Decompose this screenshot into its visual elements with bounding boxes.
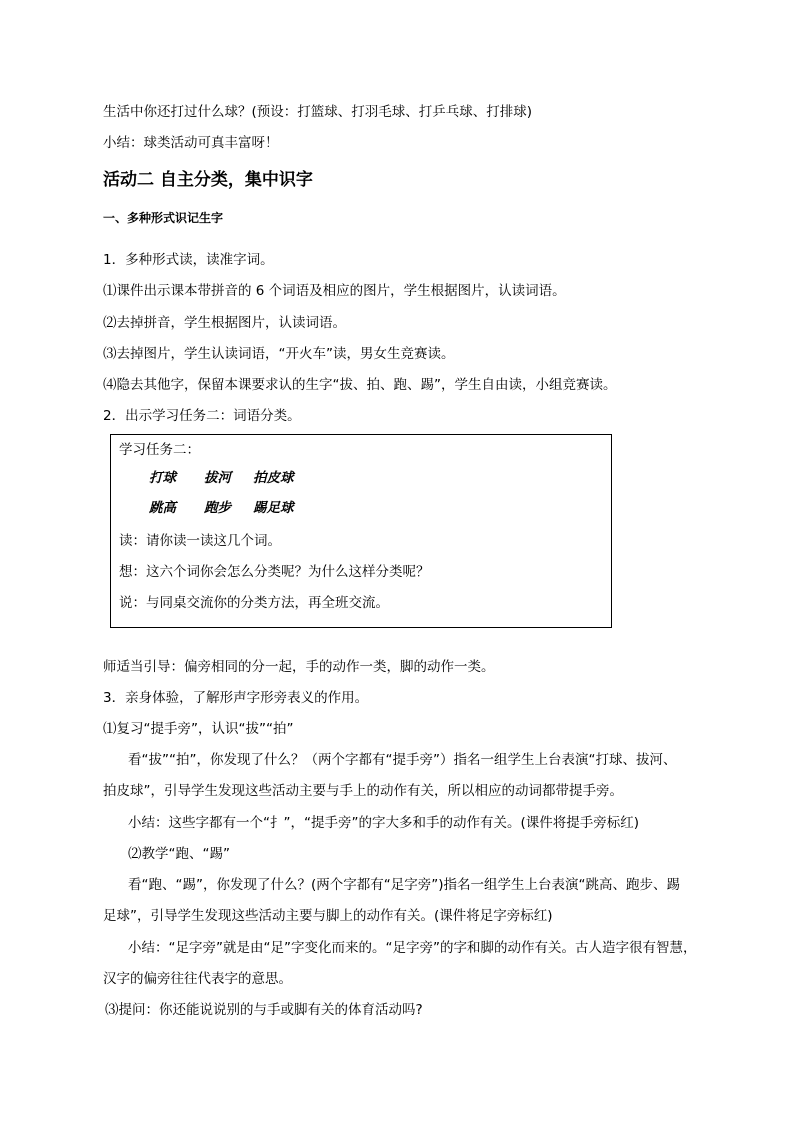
vocab-word: 踢足球 [253,500,294,516]
summary-line: 小结：这些字都有一个“扌”，“提手旁”的字大多和手的动作有关。(课件将提手旁标红) [128,815,640,831]
paragraph-line: 看“跑、“踢”，你发现了什么？(两个字都有“足字旁”)指名一组学生上台表演“跳高、跑步、踢 [128,877,680,893]
paragraph-line: 看“拔”“拍”，你发现了什么？（两个字都有“提手旁”）指名一组学生上台表演“打球、拔河、 [128,752,677,768]
list-item-3: 3．亲身体验，了解形声字形旁表义的作用。 [103,690,369,706]
vocab-word: 打球 [149,470,176,486]
sub-item-3: ⑶去掉图片，学生认读词语，“开火车”读，男女生竞赛读。 [103,346,455,362]
task-box-title: 学习任务二： [119,442,200,458]
vocab-word: 拔河 [204,470,231,486]
vocab-word: 拍皮球 [253,470,294,486]
sub-item-review: ⑴复习“提手旁”，认识“拔”“拍” [103,721,294,737]
sub-item-question: ⑶提问：你还能说说别的与手或脚有关的体育活动吗? [105,1002,423,1018]
summary-line: 小结：“足字旁”就是由“足”字变化而来的。“足字旁”的字和脚的动作有关。古人造字很有智慧， [128,940,697,956]
section-heading: 一、多种形式识记生字 [103,211,224,225]
list-item-2: 2．出示学习任务二：词语分类。 [103,408,301,424]
intro-summary: 小结：球类活动可真丰富呀！ [103,135,279,151]
paragraph-line: 足球”，引导学生发现这些活动主要与脚上的动作有关。(课件将足字旁标红) [103,908,553,924]
intro-question: 生活中你还打过什么球？(预设：打篮球、打羽毛球、打乒乓球、打排球) [103,104,533,120]
sub-item-4: ⑷隐去其他字，保留本课要求认的生字“拔、拍、跑、踢”，学生自由读，小组竞赛读。 [103,377,617,393]
learning-task-box [110,434,612,628]
list-item-1: 1．多种形式读，读准字词。 [103,252,274,268]
summary-line: 汉字的偏旁往往代表字的意思。 [103,971,292,987]
task-think: 想：这六个词你会怎么分类呢？为什么这样分类呢？ [119,564,430,580]
teacher-guide: 师适当引导：偏旁相同的分一起，手的动作一类，脚的动作一类。 [103,659,495,675]
vocab-word: 跳高 [149,500,176,516]
sub-item-1: ⑴课件出示课本带拼音的 6 个词语及相应的图片，学生根据图片，认读词语。 [103,283,566,299]
paragraph-line: 拍皮球”，引导学生发现这些活动主要与手上的动作有关，所以相应的动词都带提手旁。 [103,783,623,799]
vocab-word: 跑步 [204,500,231,516]
task-read: 读：请你读一读这几个词。 [119,533,281,549]
sub-item-2: ⑵去掉拼音，学生根据图片，认读词语。 [103,315,346,331]
sub-item-teach: ⑵教学“跑、“踢” [128,846,230,862]
activity-heading: 活动二 自主分类，集中识字 [103,170,313,190]
task-say: 说：与同桌交流你的分类方法，再全班交流。 [119,595,389,611]
